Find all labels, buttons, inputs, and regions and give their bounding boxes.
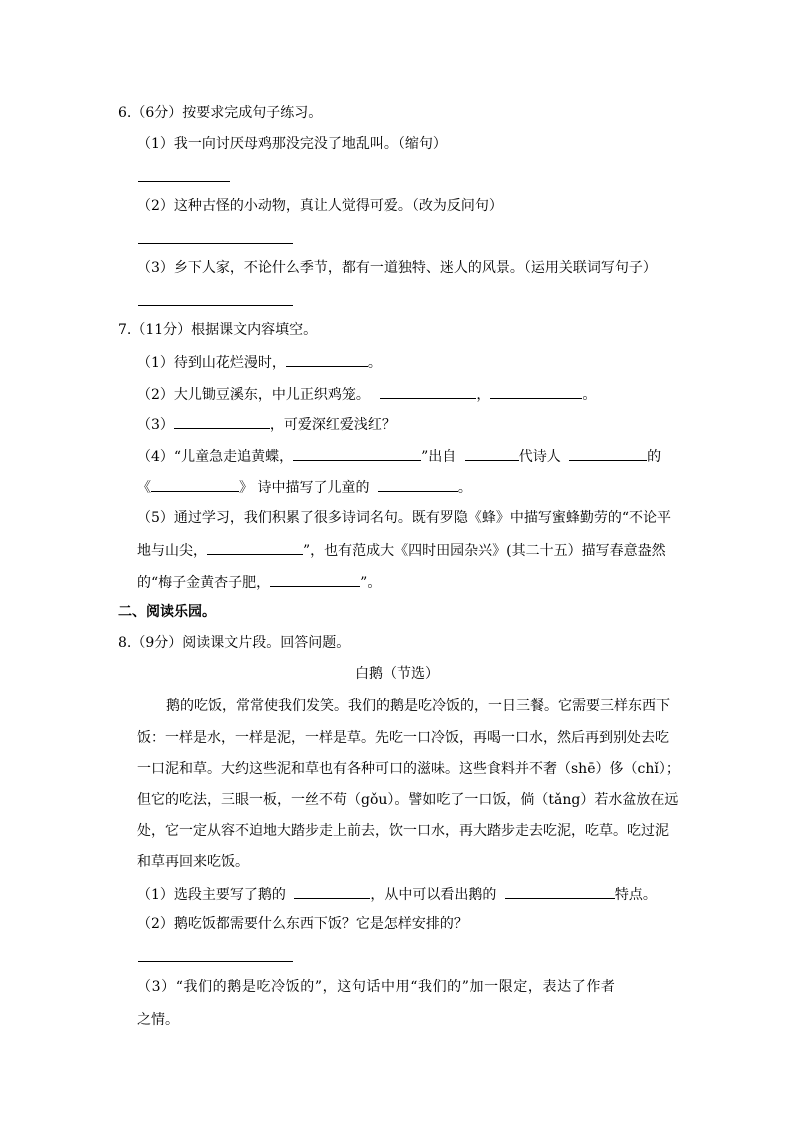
q7-item-5-text-a: 地与山尖，: [137, 543, 207, 559]
q8-item-1-text: （1）选段主要写了鹅的: [137, 887, 286, 903]
blank-q7-5b[interactable]: [270, 572, 360, 587]
q6-item-2: （2）这种古怪的小动物，真让人觉得可爱。（改为反问句）: [137, 198, 503, 214]
q8-item-1-end: 特点。: [614, 887, 657, 903]
blank-q7-5a[interactable]: [207, 540, 303, 555]
q7-header: 7.（11分）根据课文内容填空。: [118, 322, 318, 338]
q7-item-4-of: 的: [647, 449, 662, 465]
q7-item-4-poem-text: 》 诗中描写了儿童的: [239, 480, 370, 496]
q6-item-3: （3）乡下人家，不论什么季节，都有一道独特、迷人的风景。（运用关联词写句子）: [137, 260, 657, 276]
q6-header: 6.（6分）按要求完成句子练习。: [118, 105, 323, 121]
q6-item-1: （1）我一向讨厌母鸡那没完没了地乱叫。（缩句）: [137, 136, 447, 152]
blank-q7-4b[interactable]: [465, 446, 519, 461]
q7-item-4: [137, 446, 661, 467]
answer-line-q6-2[interactable]: [138, 243, 293, 244]
q8-item-3-line-1: （3）“我们的鹅是吃冷饭的”，这句话中用“我们的”加一限定，表达了作者: [137, 979, 616, 995]
q7-item-2-end: 。: [582, 387, 597, 403]
q8-item-1: [137, 884, 657, 905]
q7-item-4-end: 。: [457, 480, 472, 496]
blank-q8-1b[interactable]: [505, 884, 615, 899]
blank-q7-4c[interactable]: [569, 446, 647, 461]
passage-title: 白鹅（节选）: [355, 666, 439, 682]
passage-line-1: 鹅的吃饭，常常使我们发笑。我们的鹅是吃冷饭的，一日三餐。它需要三样东西下: [166, 698, 670, 714]
blank-q7-2b[interactable]: [490, 384, 582, 399]
passage-line-2: 饭：一样是水，一样是泥，一样是草。先吃一口冷饭，再喝一口水，然后再到别处去吃: [137, 730, 669, 746]
q7-item-5-line-2: [137, 540, 666, 561]
q7-item-1: [137, 352, 382, 373]
q7-item-4-text: （4）“儿童急走追黄蝶，: [137, 449, 294, 465]
section-2-title: 二、阅读乐园。: [118, 604, 216, 620]
q7-item-5-line-3: [137, 572, 381, 593]
q7-item-4-source: ”出自: [421, 449, 457, 465]
blank-q7-4d[interactable]: [151, 477, 239, 492]
q8-item-1-mid: ，从中可以看出鹅的: [370, 887, 497, 903]
q7-item-4-era: 代诗人: [518, 449, 561, 465]
blank-q7-2a[interactable]: [380, 384, 476, 399]
blank-q7-3[interactable]: [174, 414, 270, 429]
q7-item-4-cont: [137, 477, 472, 498]
q7-item-5-line-1: （5）通过学习，我们积累了很多诗词名句。既有罗隐《蜂》中描写蜜蜂勤劳的“不论平: [137, 510, 672, 526]
answer-line-q8-2[interactable]: [138, 961, 293, 962]
q7-item-2: [137, 384, 596, 405]
q8-item-2: （2）鹅吃饭都需要什么东西下饭？它是怎样安排的？: [137, 916, 468, 932]
blank-q7-4a[interactable]: [293, 446, 421, 461]
blank-q8-1a[interactable]: [294, 884, 370, 899]
q7-item-5-text-c: 的“梅子金黄杏子肥，: [137, 575, 271, 591]
blank-q7-4e[interactable]: [378, 477, 458, 492]
answer-line-q6-3[interactable]: [138, 305, 293, 306]
q7-item-1-end: 。: [367, 355, 382, 371]
q7-item-2-comma: ，: [476, 387, 491, 403]
answer-line-q6-1[interactable]: [138, 181, 230, 182]
q7-item-3-text: （3）: [137, 417, 174, 433]
passage-line-5: 处，它一定从容不迫地大踏步走上前去，饮一口水，再大踏步走去吃泥，吃草。吃过泥: [137, 823, 669, 839]
q8-header: 8.（9分）阅读课文片段。回答问题。: [118, 635, 351, 651]
q7-item-5-text-d: ”。: [360, 575, 382, 591]
q7-item-5-text-b: ”，也有范成大《四时田园杂兴》(其二十五）描写春意盎然: [303, 543, 666, 559]
q7-item-1-text: （1）待到山花烂漫时，: [137, 355, 286, 371]
passage-line-6: 和草再回来吃饭。: [137, 854, 249, 870]
q7-item-2-text: （2）大儿锄豆溪东，中儿正织鸡笼。: [137, 387, 370, 403]
q7-item-3-end: ，可爱深红爱浅红？: [269, 417, 396, 433]
passage-line-4: 但它的吃法，三眼一板，一丝不苟（gǒu）。譬如吃了一口饭，倘（tǎng）若水盆放在远: [137, 792, 679, 808]
passage-line-3: 一口泥和草。大约这些泥和草也有各种可口的滋味。这些食料并不奢（shē）侈（chǐ）；: [137, 761, 680, 777]
q7-item-4-book-open: 《: [137, 480, 151, 496]
blank-q7-1[interactable]: [286, 352, 368, 367]
q8-item-3-line-2: 之情。: [137, 1012, 179, 1028]
q7-item-3: [137, 414, 396, 435]
